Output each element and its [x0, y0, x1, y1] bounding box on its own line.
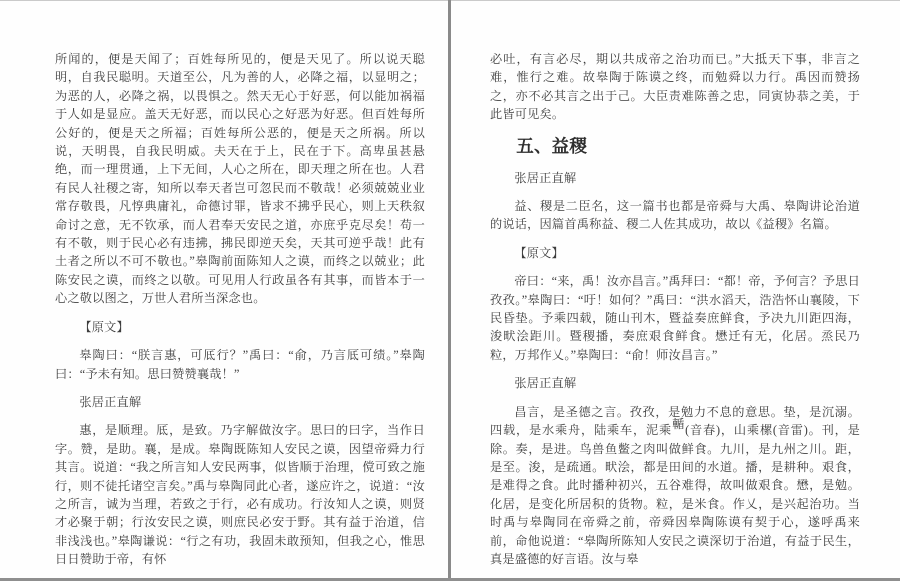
body-paragraph-continued: 所闻的，便是天闻了；百姓每所见的，便是天见了。所以说天聪明，自我民聪明。天道至公，凡为善的人，必降之福，以显明之；为恶的人，必降之祸，以畏惧之。然天无心于好恶，何以能加祸福于人如是显应。盖天无好恶，而以民心之好恶为好恶。但百姓每所公好的，便是天之所福；百姓每所公恶的，便是天之所祸。所以说，天明畏，自我民明威。夫天在于上，民在于下。高卑虽甚悬绝，而一理贯通，上下无间，人心之所在，即天理之所在也。人君有民人社稷之寄，知所以奉天者岂可忽民而不敬哉！必须兢兢业业常存敬畏，凡惇典庸礼，命德讨罪，皆求不拂乎民心，则上天秩叙命讨之意，无不钦承，而人君奉天安民之道，亦庶乎克尽矣！苟一有不敬，则于民心必有违拂，拂民即逆天矣，天其可逆乎哉！此有土者之所以不可不敬也。”皋陶前面陈知人之谟，而终之以兢业；此陈安民之谟，而终之以敬。可见用人行政虽各有其事，而皆本于一心之敬以图之，万世人君所当深念也。	[55, 52, 425, 306]
body-paragraph: 益、稷是二臣名，这一篇书也都是帝舜与大禹、皋陶讲论治道的说话，因篇首禹称益、稷二人佐其成功，故以《益稷》名篇。	[490, 199, 860, 232]
commentary-label: 张居正直解	[514, 170, 577, 185]
original-text-label: 【原文】	[79, 319, 129, 334]
body-paragraph	[490, 403, 860, 569]
original-text-label: 【原文】	[514, 245, 564, 260]
commentary-label: 张居正直解	[79, 394, 142, 409]
text-segment: 輴	[672, 417, 686, 432]
chapter-heading: 五、益稷	[516, 135, 588, 156]
body-paragraph-continued: 必吐，有言必尽，期以共成帝之治功而已。”大抵天下事，非言之难，惟行之难。故皋陶于陈谟之终，而勉舜以力行。禹因而赞扬之，亦不必其言之出于己。大臣责难陈善之忠，同寅协恭之美，于此皆可见矣。	[490, 52, 860, 122]
commentary-label: 张居正直解	[514, 376, 577, 391]
text-segment: (音春)，山乘樏(音雷)。刊，是除。奏，是进。鸟兽鱼鳖之肉叫做鲜食。九川，是九州之川。距，是至。浚，是疏通。畎浍，都是田间的水道。播，是耕种。艰食，是难得之食。此时播种初兴，五谷难得，故叫做艰食。懋，是勉。化居，是变化所居积的货物。粒，是米食。作乂，是兴起治功。当时禹与皋陶同在帝舜之前，帝舜因皋陶陈谟有契于心，遂呼禹来前，命他说道：“皋陶所陈知人安民之谟深切于治道，有益于民生，真是盛德的好言语。汝与皋	[490, 423, 860, 566]
body-paragraph: 帝曰：“来，禹！汝亦昌言。”禹拜曰：“都！帝，予何言？予思日孜孜。”皋陶曰：“吁！如何？”禹曰：“洪水滔天，浩浩怀山襄陵，下民昏垫。予乘四载，随山刊木，暨益奏庶鲜食，予决九川距四海，浚畎浍距川。暨稷播，奏庶艰食鲜食。懋迁有无，化居。烝民乃粒，万邦作乂。”皋陶曰：“俞！师汝昌言。”	[490, 274, 860, 362]
page-right	[490, 50, 860, 570]
page-divider	[448, 0, 451, 581]
body-paragraph: 惠，是顺理。厎，是致。乃字解做汝字。思曰的曰字，当作日字。赞，是助。襄，是成。皋陶既陈知人安民之谟，因望帝舜力行其言。说道：“我之所言知人安民两事，似皆顺于治理，傥可致之施行，则不徒托诸空言矣。”禹与皋陶同此心者，遂应许之，说道：“汝之所言，诚为当理，若致之于行，必有成功。行汝知人之谟，则贤才必聚于朝；行汝安民之谟，则庶民必安于野。其有益于治道，信非浅浅也。”皋陶谦说：“行之有功，我固未敢预知，但我之心，惟思日日赞助于帝，有怀	[55, 423, 425, 567]
page-left	[55, 50, 425, 570]
body-paragraph: 皋陶曰：“朕言惠，可厎行？”禹曰：“俞，乃言厎可绩。”皋陶曰：“予未有知。思曰赞赞襄哉！”	[55, 348, 425, 381]
text-segment: 昌言，是圣德之言。孜孜，是勉力不息的意思。垫，是沉溺。四载，是水乘舟，陆乘车，泥乘	[490, 404, 860, 438]
